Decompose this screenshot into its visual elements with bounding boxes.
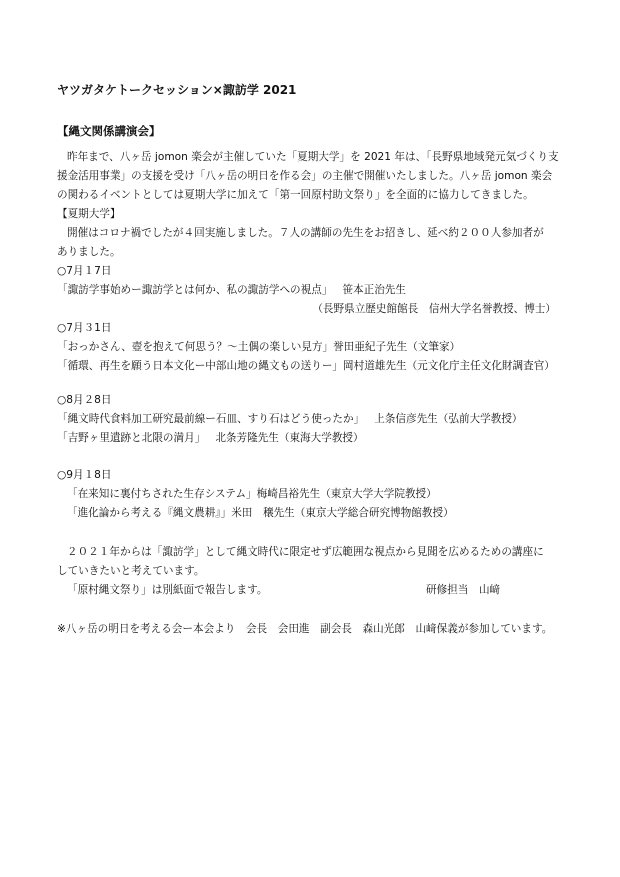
session-date: ○9月１8日 bbox=[57, 469, 112, 481]
lecture-line bbox=[57, 429, 364, 448]
speaker-affiliation-note: （長野県立歴史館館長 信州大学名誉教授、博士） bbox=[312, 303, 556, 315]
lecture-title: 「在来知に裏付ちされた生存システム」 bbox=[67, 488, 257, 500]
intro-line-3: の関わるイベントとしては夏期大学に加えて「第一回原村助文祭り」を全面的に協力してきました。 bbox=[57, 189, 534, 201]
lecture-speaker: 梅崎昌裕先生（東京大学大学院教授） bbox=[256, 488, 437, 500]
section-heading: 【縄文関係講演会】 bbox=[57, 124, 161, 138]
report-line: 「原村縄文祭り」は別紙面で報告します。 bbox=[67, 584, 268, 596]
lecture-line bbox=[67, 504, 454, 523]
lecture-speaker: 北条芳隆先生（東海大学教授） bbox=[215, 432, 364, 444]
lecture-speaker: 岡村道雄先生（元文化庁主任文化財調査官） bbox=[343, 360, 555, 372]
lecture-title: 「縄文時代食料加工研究最前線ー石皿、すり石はどう使ったか」 bbox=[57, 413, 365, 425]
closing-line-2: していきたいと考えています。 bbox=[57, 565, 205, 577]
session-date: ○7月１7日 bbox=[57, 265, 112, 277]
lecture-line bbox=[57, 357, 555, 376]
session-date: ○8月２8日 bbox=[57, 394, 112, 406]
document-title: ヤツガタケトークセッション×諏訪学 2021 bbox=[57, 83, 297, 97]
intro-line-2: 援金活用事業」の支援を受け「八ヶ岳の明日を作る会」の主催で開催いたしました。八ヶ岳 jomon 楽会 bbox=[57, 170, 553, 182]
intro-line-1: 昨年まで、八ヶ岳 jomon 楽会が主催していた「夏期大学」を 2021 年は、「長野県地域発元気づくり支 bbox=[67, 151, 559, 163]
summary-line-2: ありました。 bbox=[57, 246, 121, 258]
lecture-title: 「吉野ヶ里遺跡と北限の満月」 bbox=[57, 432, 206, 444]
signature: 研修担当 山﨑 bbox=[426, 584, 501, 596]
lecture-title: 「諏訪学事始めー諏訪学とは何か、私の諏訪学への視点」 bbox=[57, 284, 333, 296]
closing-line-1: ２０２１年からは「諏訪学」として縄文時代に限定せず広範囲な視点から見聞を広めるための講座に bbox=[67, 546, 544, 558]
lecture-line bbox=[67, 485, 437, 504]
lecture-speaker: 笹本正治先生 bbox=[342, 284, 406, 296]
session-date: ○7月３1日 bbox=[57, 322, 112, 334]
footnote: ※八ヶ岳の明日を考える会ー本会より 会長 会田進 副会長 森山光郎 山﨑保義が参加しています。 bbox=[57, 623, 553, 635]
lecture-speaker: 上条信彦先生（弘前大学教授） bbox=[374, 413, 523, 425]
lecture-title: 「おっかさん、壺を抱えて何思う？〜土偶の楽しい見方」 bbox=[57, 341, 334, 353]
lecture-speaker: 誉田亜紀子先生（文筆家） bbox=[333, 341, 461, 353]
lecture-line bbox=[57, 338, 460, 357]
lecture-speaker: 米田 穣先生（東京大学総合研究博物館教授） bbox=[231, 507, 454, 519]
subheading-summer-university: 【夏期大学】 bbox=[57, 208, 121, 220]
lecture-line bbox=[57, 281, 406, 300]
lecture-title: 「進化論から考える『縄文農耕』」 bbox=[67, 507, 232, 519]
summary-line-1: 開催はコロナ禍でしたが４回実施しました。７人の講師の先生をお招きし、延べ約２００人参加者が bbox=[67, 227, 544, 239]
lecture-title: 「循環、再生を願う日本文化ー中部山地の縄文もの送りー」 bbox=[57, 360, 344, 372]
lecture-line bbox=[57, 410, 523, 429]
